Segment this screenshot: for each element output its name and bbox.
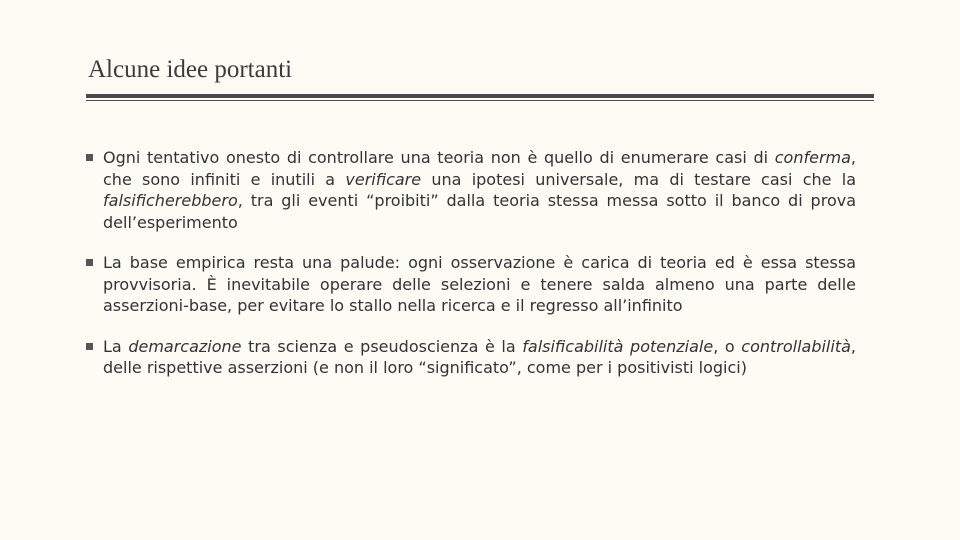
text-segment-italic: conferma	[774, 148, 851, 167]
bullet-text	[103, 253, 856, 315]
bullet-list	[86, 147, 856, 398]
text-segment: , che sono infiniti e inutili a	[103, 148, 856, 189]
text-segment: , o	[713, 336, 742, 356]
square-bullet-icon	[86, 259, 93, 266]
text-segment-italic: controllabilità	[741, 336, 851, 356]
text-segment: tra scienza e pseudoscienza è la	[241, 336, 523, 356]
bullet-text	[103, 337, 856, 378]
square-bullet-icon	[86, 154, 93, 161]
bullet-text	[103, 148, 856, 232]
title-divider-thick	[86, 94, 874, 98]
text-segment: La	[103, 336, 129, 356]
text-segment: La base empirica resta una palude: ogni osservazione è carica di teoria ed è essa stessa provvisoria. È inevitabile operare delle selezioni e tenere salda almeno una parte delle asserzioni-base, per evitare lo stallo nella ricerca e il regresso all’infinito	[103, 253, 856, 315]
slide-title: Alcune idee portanti	[88, 56, 293, 83]
text-segment-italic: falsificabilità potenziale	[522, 336, 714, 356]
text-segment: , delle rispettive asserzioni (e non il loro “significato”, come per i positivisti logici)	[103, 336, 856, 377]
square-bullet-icon	[86, 343, 93, 350]
text-segment: una ipotesi universale, ma di testare casi che la	[421, 169, 856, 189]
title-divider-thin	[86, 100, 874, 101]
bullet-item	[86, 252, 856, 317]
bullet-item	[86, 336, 856, 379]
text-segment-italic: falsificherebbero	[103, 191, 238, 210]
bullet-item	[86, 147, 856, 233]
text-segment: Ogni tentativo onesto di controllare una teoria non è quello di enumerare casi di	[103, 148, 775, 167]
text-segment-italic: verificare	[345, 169, 422, 189]
text-segment-italic: demarcazione	[128, 336, 242, 356]
text-segment: , tra gli eventi “proibiti” dalla teoria stessa messa sotto il banco di prova dell’esperimento	[103, 191, 856, 232]
